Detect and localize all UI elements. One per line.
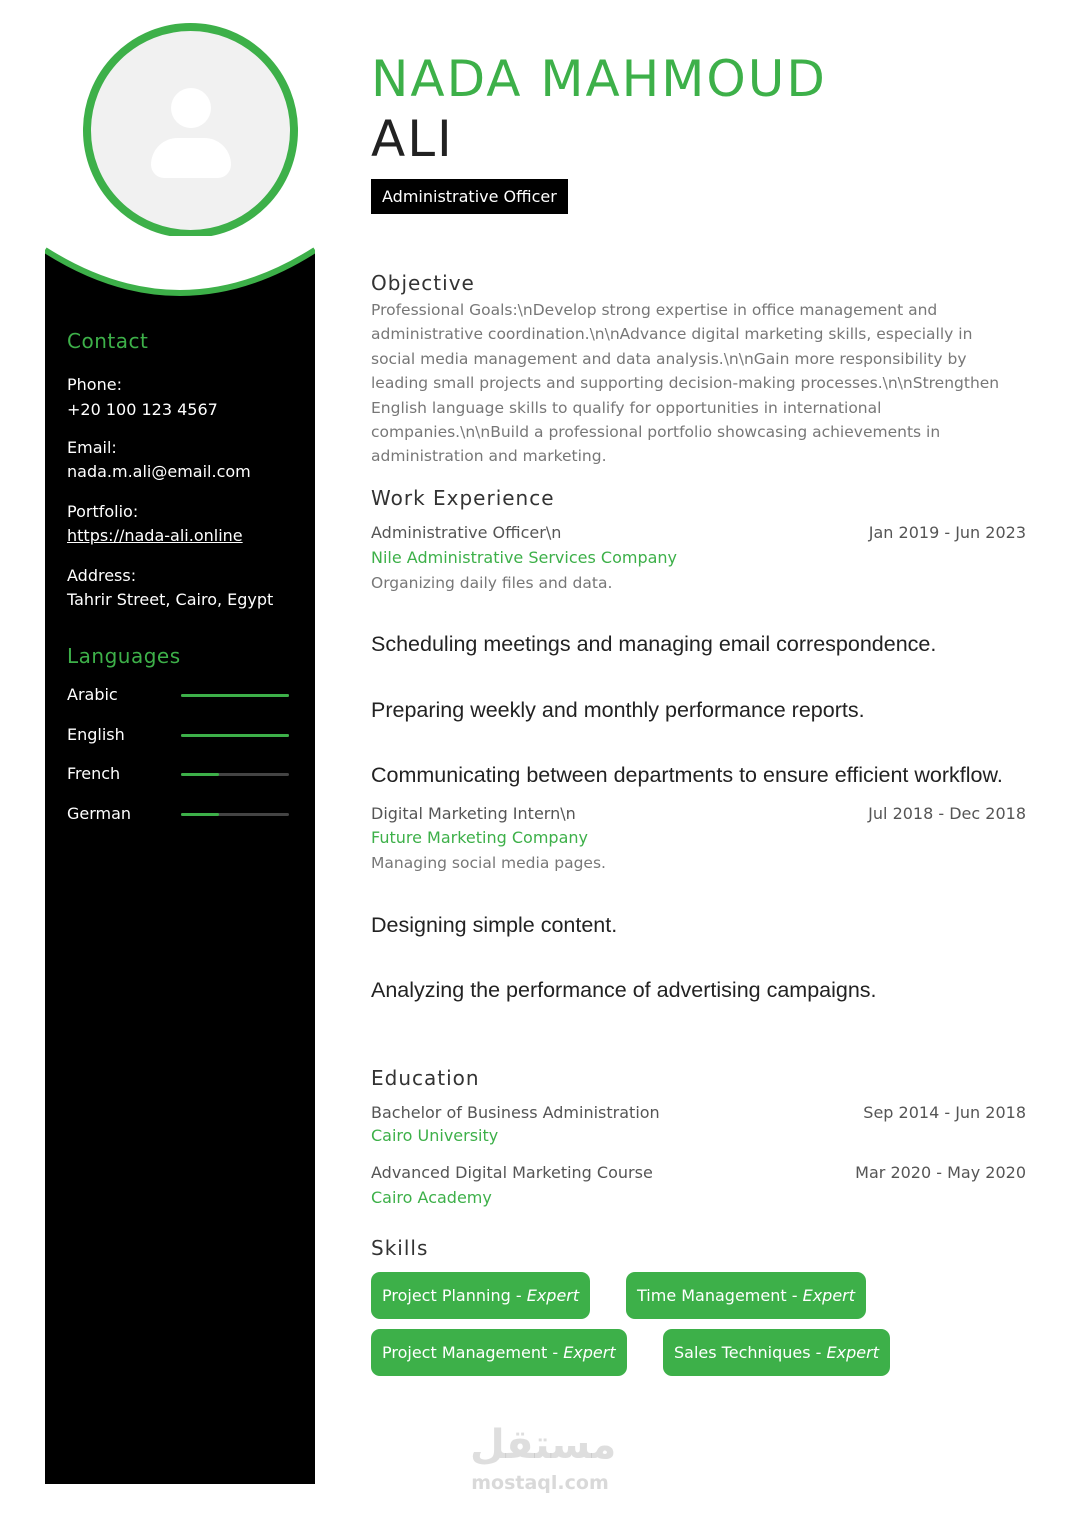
language-level-fill [181,773,219,776]
phone-label: Phone: [67,375,122,394]
education-degree: Bachelor of Business Administration [371,1103,660,1122]
job-company: Future Marketing Company [371,828,588,847]
skill-level: Expert [826,1343,879,1362]
skill-separator: - [547,1343,564,1362]
language-name: German [67,804,132,823]
language-level-fill [181,813,219,816]
language-name: English [67,725,125,744]
objective-title: Objective [371,271,475,295]
email-label: Email: [67,438,117,457]
education-school: Cairo University [371,1126,499,1145]
skills-title: Skills [371,1236,429,1260]
job-duty: Designing simple content. [371,913,618,937]
skill-tag [371,1272,590,1319]
education-dates: Mar 2020 - May 2020 [855,1163,1026,1182]
job-title: Digital Marketing Intern\n [371,804,576,823]
job-duty: Communicating between departments to ensure efficient workflow. [371,763,1003,787]
skill-separator: - [786,1286,803,1305]
language-level-fill [181,694,289,697]
phone-value: +20 100 123 4567 [67,400,218,419]
skill-name: Sales Techniques [674,1343,811,1362]
skill-level: Expert [802,1286,856,1305]
education-school: Cairo Academy [371,1188,492,1207]
language-name: French [67,764,121,783]
skill-level: Expert [563,1343,616,1362]
contact-heading: Contact [67,329,149,353]
skill-name: Time Management [637,1286,787,1305]
job-description: Organizing daily files and data. [371,574,613,592]
job-dates: Jul 2018 - Dec 2018 [868,804,1026,823]
job-title: Administrative Officer\n [371,523,562,542]
languages-heading: Languages [67,644,181,668]
language-row [67,725,289,747]
email-value: nada.m.ali@email.com [67,462,251,481]
skill-separator: - [810,1343,827,1362]
education-degree: Advanced Digital Marketing Course [371,1163,653,1182]
job-duty: Preparing weekly and monthly performance reports. [371,698,865,722]
skill-name: Project Planning [382,1286,511,1305]
skill-level: Expert [526,1286,580,1305]
job-duty: Scheduling meetings and managing email correspondence. [371,632,937,656]
name-last-line: ALI [371,110,454,168]
address-value: Tahrir Street, Cairo, Egypt [67,590,274,609]
job-description: Managing social media pages. [371,854,606,872]
experience-title: Work Experience [371,486,555,510]
job-title-badge: Administrative Officer [371,179,568,214]
address-label: Address: [67,566,137,585]
objective-text: Professional Goals:\nDevelop strong expertise in office management and administrative coordination.\n\nAdvance digital marketing skills, especially in social media management and data analysis.\n\nGain more responsibility by leading small projects and supporting decision-making processes.\n\nStrengthen English language skills to qualify for opportunities in international companies.\n\nBuild a professional portfolio showcasing achievements in administration and marketing. [371,301,1000,466]
user-silhouette-body [151,138,231,178]
education-title: Education [371,1066,480,1090]
skill-name: Project Management [382,1343,548,1362]
language-name: Arabic [67,685,118,704]
language-level-fill [181,734,289,737]
language-row [67,804,289,826]
portfolio-link[interactable]: https://nada-ali.online [67,526,243,545]
job-company: Nile Administrative Services Company [371,548,678,567]
name-first-line: NADA MAHMOUD [371,50,827,108]
watermark-url: mostaql.com [471,1472,609,1494]
skill-tag [626,1272,866,1319]
language-level-bar [181,813,289,816]
language-level-bar [181,694,289,697]
sidebar-curve-decoration [45,236,315,308]
portfolio-label: Portfolio: [67,502,139,521]
sidebar [45,250,315,1484]
language-level-bar [181,734,289,737]
watermark-logo: مستقل [470,1422,617,1468]
job-duty: Analyzing the performance of advertising campaigns. [371,978,877,1002]
job-dates: Jan 2019 - Jun 2023 [868,523,1026,542]
education-dates: Sep 2014 - Jun 2018 [863,1103,1026,1122]
language-row [67,764,289,786]
language-row [67,685,289,707]
profile-photo-placeholder [83,23,298,238]
skill-tag [663,1329,890,1376]
user-silhouette-icon [171,88,211,128]
skill-separator: - [510,1286,527,1305]
skill-tag [371,1329,627,1376]
language-level-bar [181,773,289,776]
